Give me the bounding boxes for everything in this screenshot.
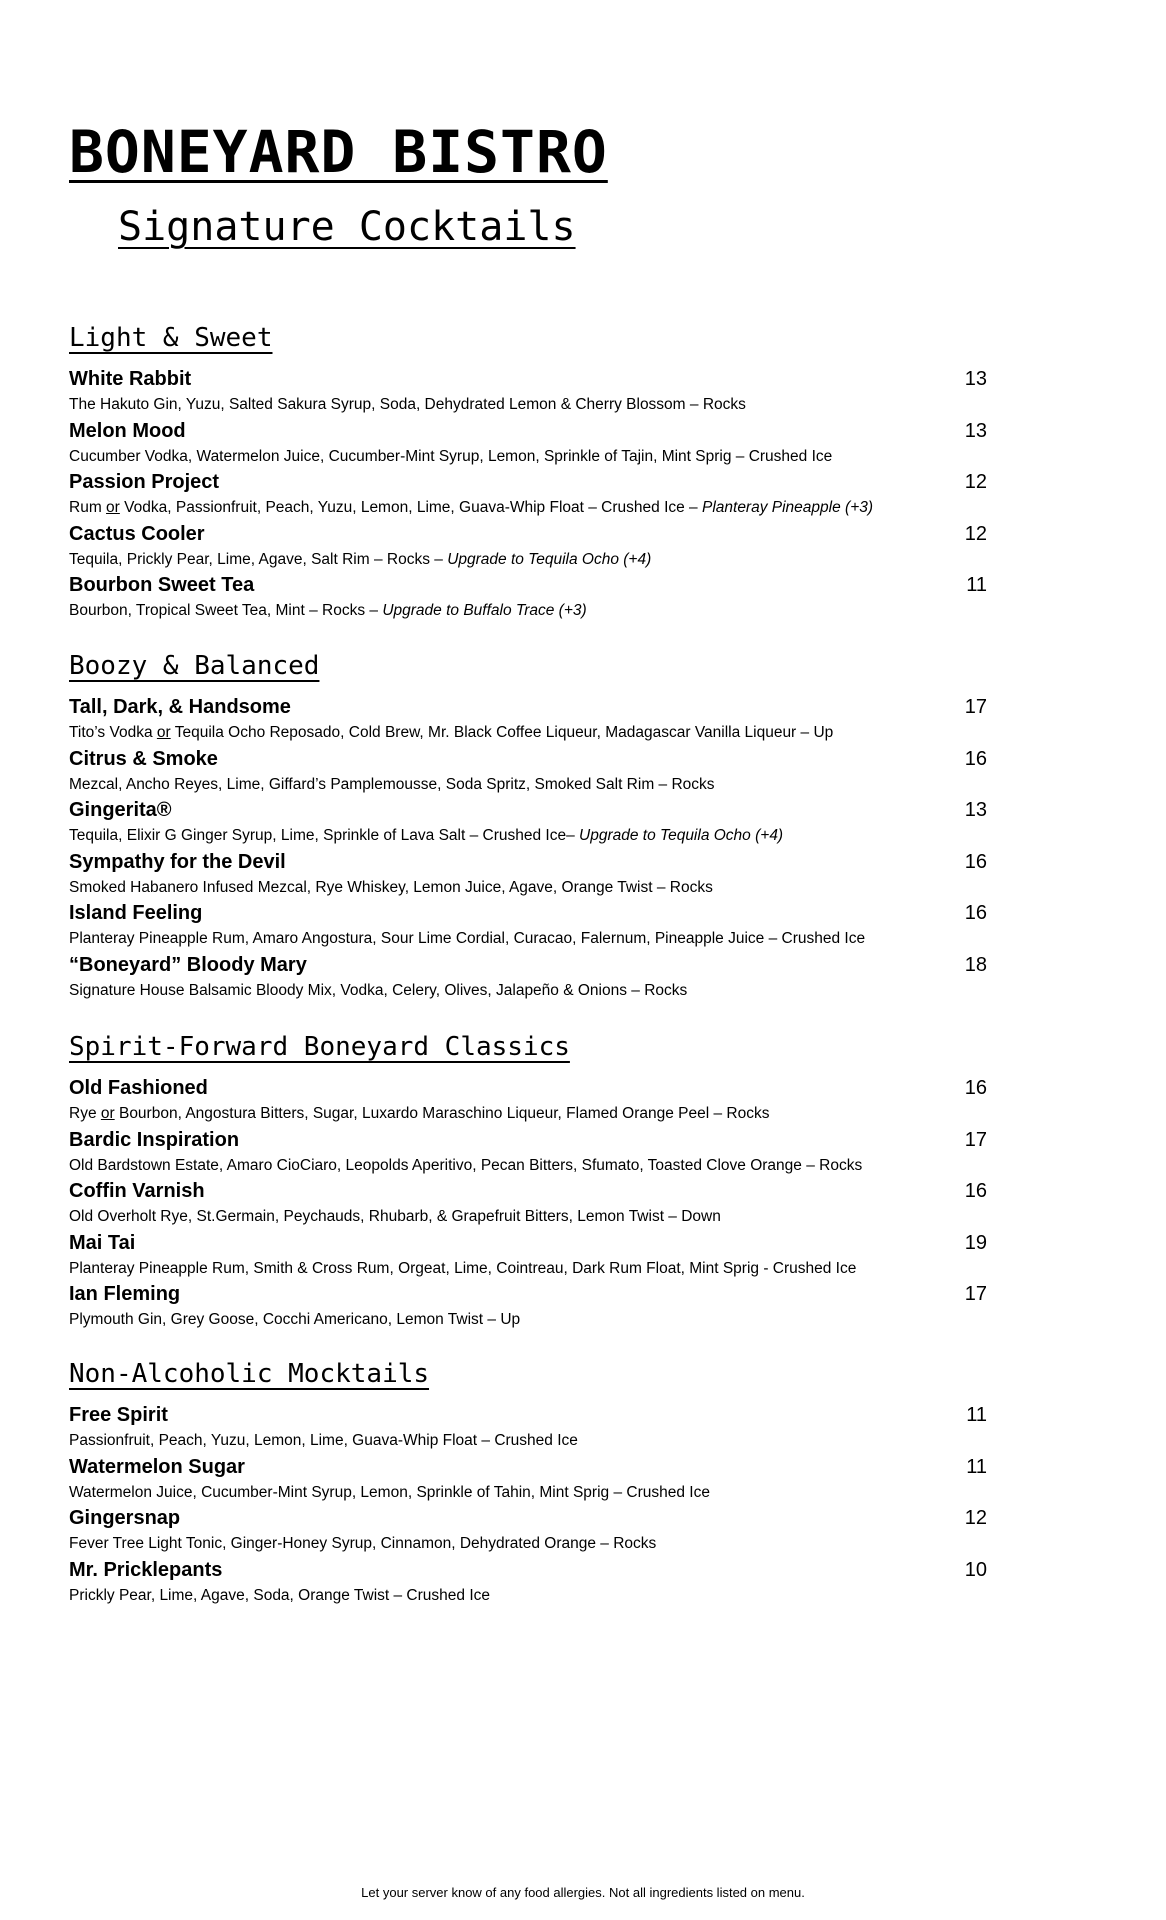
description-segment: Mezcal, Ancho Reyes, Lime, Giffard’s Pamplemousse, Soda Spritz, Smoked Salt Rim – Rocks	[69, 775, 715, 793]
menu-item-price: 13	[964, 799, 987, 821]
description-segment: Cucumber Vodka, Watermelon Juice, Cucumber-Mint Syrup, Lemon, Sprinkle of Tajin, Mint Sprig – Crushed Ice	[69, 447, 833, 465]
menu-item	[69, 952, 999, 1004]
menu-item	[69, 694, 999, 746]
menu-item-row	[69, 849, 999, 876]
menu-item-description	[69, 1257, 999, 1281]
menu-subtitle: Signature Cocktails	[118, 204, 576, 250]
menu-item-row	[69, 1127, 999, 1154]
description-segment: Old Bardstown Estate, Amaro CioCiaro, Leopolds Aperitivo, Pecan Bitters, Sfumato, Toasted Clove Orange – Rocks	[69, 1156, 863, 1174]
section-light-and-sweet	[69, 318, 999, 624]
menu-item	[69, 1075, 999, 1127]
menu-item-name: Passion Project	[69, 471, 220, 493]
description-segment: Smoked Habanero Infused Mezcal, Rye Whiskey, Lemon Juice, Agave, Orange Twist – Rocks	[69, 878, 713, 896]
restaurant-title: BONEYARD BISTRO	[69, 118, 608, 186]
menu-item-name: Coffin Varnish	[69, 1180, 205, 1202]
menu-item-price: 17	[964, 696, 987, 718]
description-segment: Plymouth Gin, Grey Goose, Cocchi Americano, Lemon Twist – Up	[69, 1311, 521, 1328]
menu-item-description	[69, 876, 999, 900]
menu-item-price: 11	[966, 1455, 987, 1478]
menu-item	[69, 1505, 999, 1557]
menu-item-row	[69, 900, 999, 927]
section-heading: Non-Alcoholic Mocktails	[69, 1359, 430, 1389]
menu-item-name: Ian Fleming	[69, 1283, 181, 1305]
menu-item-description	[69, 1154, 999, 1178]
menu-item	[69, 1127, 999, 1179]
menu-item-description	[69, 1102, 999, 1126]
description-segment: Prickly Pear, Lime, Agave, Soda, Orange Twist – Crushed Ice	[69, 1586, 491, 1604]
section-items	[69, 694, 999, 1003]
description-segment: Upgrade to Tequila Ocho (+4)	[579, 827, 784, 844]
menu-item-description	[69, 1429, 999, 1453]
menu-item	[69, 900, 999, 952]
description-segment: Upgrade to Tequila Ocho (+4)	[447, 550, 652, 568]
menu-item-name: “Boneyard” Bloody Mary	[69, 953, 307, 976]
menu-item-row	[69, 797, 999, 824]
menu-item-price: 12	[964, 1507, 987, 1529]
menu-item-name: Gingerita®	[69, 799, 172, 821]
description-segment: Planteray Pineapple Rum, Smith & Cross Rum, Orgeat, Lime, Cointreau, Dark Rum Float, Mint Sprig - Crushed Ice	[69, 1259, 857, 1277]
menu-item	[69, 746, 999, 798]
menu-item	[69, 1454, 999, 1506]
menu-item-description	[69, 1308, 999, 1332]
description-segment: Tequila, Prickly Pear, Lime, Agave, Salt Rim – Rocks –	[69, 550, 448, 568]
description-segment: Rye	[69, 1105, 101, 1122]
menu-item	[69, 366, 999, 418]
description-segment: The Hakuto Gin, Yuzu, Salted Sakura Syrup, Soda, Dehydrated Lemon & Cherry Blossom – Rocks	[69, 396, 746, 413]
description-segment: Rum	[69, 499, 107, 516]
section-spirit-forward-classics	[69, 1027, 999, 1333]
section-boozy-and-balanced	[69, 646, 999, 1003]
menu-item-description	[69, 599, 999, 623]
menu-item-name: Island Feeling	[69, 902, 203, 924]
menu-item-description	[69, 393, 999, 417]
menu-item-row	[69, 1505, 999, 1532]
menu-item	[69, 1178, 999, 1230]
menu-item-description	[69, 1481, 999, 1505]
menu-item	[69, 1230, 999, 1282]
menu-item-row	[69, 746, 999, 773]
menu-item-row	[69, 1281, 999, 1308]
menu-item-name: Sympathy for the Devil	[69, 850, 286, 873]
menu-item-price: 10	[964, 1558, 987, 1581]
section-heading: Light & Sweet	[69, 323, 273, 353]
menu-item-description	[69, 445, 999, 469]
description-segment: Bourbon, Tropical Sweet Tea, Mint – Rocks –	[69, 602, 383, 619]
menu-item-price: 12	[964, 522, 987, 545]
menu-item	[69, 469, 999, 521]
description-segment: Passionfruit, Peach, Yuzu, Lemon, Lime, Guava-Whip Float – Crushed Ice	[69, 1432, 578, 1449]
section-non-alcoholic-mocktails	[69, 1354, 999, 1608]
menu-item-description	[69, 548, 999, 572]
menu-item-description	[69, 927, 999, 951]
menu-item-price: 11	[966, 574, 987, 596]
menu-item-row	[69, 469, 999, 496]
menu-item-row	[69, 572, 999, 599]
menu-item-row	[69, 1557, 999, 1584]
menu-item-row	[69, 1402, 999, 1429]
menu-item-row	[69, 1178, 999, 1205]
menu-item-name: Melon Mood	[69, 419, 186, 442]
menu-item-name: Gingersnap	[69, 1507, 181, 1529]
section-heading: Spirit-Forward Boneyard Classics	[69, 1032, 570, 1062]
menu-item-price: 19	[964, 1231, 987, 1254]
section-items	[69, 366, 999, 624]
menu-item-description	[69, 1205, 999, 1229]
description-segment: or	[100, 1105, 115, 1122]
menu-item	[69, 849, 999, 901]
description-segment: Upgrade to Buffalo Trace (+3)	[382, 602, 587, 619]
menu-item-price: 13	[964, 368, 987, 390]
section-items	[69, 1075, 999, 1333]
menu-item-description	[69, 824, 999, 848]
menu-item	[69, 572, 999, 624]
menu-item-row	[69, 694, 999, 721]
description-segment: Bourbon, Angostura Bitters, Sugar, Luxardo Maraschino Liqueur, Flamed Orange Peel – Rocks	[114, 1105, 770, 1122]
description-segment: or	[156, 724, 171, 741]
menu-item-price: 11	[966, 1404, 987, 1426]
menu-item-description	[69, 1584, 999, 1608]
menu-item	[69, 1281, 999, 1333]
section-items	[69, 1402, 999, 1608]
menu-item-row	[69, 1230, 999, 1257]
menu-item-row	[69, 521, 999, 548]
menu-item-price: 16	[964, 747, 987, 770]
description-segment: Planteray Pineapple (+3)	[701, 499, 874, 516]
description-segment: Planteray Pineapple Rum, Amaro Angostura, Sour Lime Cordial, Curacao, Falernum, Pineapple Juice – Crushed Ice	[69, 930, 866, 947]
description-segment: Tequila Ocho Reposado, Cold Brew, Mr. Black Coffee Liqueur, Madagascar Vanilla Liqueur – Up	[170, 724, 834, 741]
menu-item-row	[69, 1075, 999, 1102]
menu-item-price: 17	[964, 1128, 987, 1151]
menu-item-price: 16	[964, 850, 987, 873]
menu-item-name: Mr. Pricklepants	[69, 1558, 223, 1581]
menu-item-name: Cactus Cooler	[69, 522, 205, 545]
menu-item	[69, 1402, 999, 1454]
menu-item-row	[69, 418, 999, 445]
description-segment: Fever Tree Light Tonic, Ginger-Honey Syrup, Cinnamon, Dehydrated Orange – Rocks	[69, 1535, 657, 1552]
description-segment: Tito’s Vodka	[69, 724, 157, 741]
menu-item-row	[69, 952, 999, 979]
menu-item	[69, 521, 999, 573]
description-segment: Vodka, Passionfruit, Peach, Yuzu, Lemon, Lime, Guava-Whip Float – Crushed Ice –	[119, 499, 702, 516]
menu-item-description	[69, 1532, 999, 1556]
menu-item	[69, 797, 999, 849]
menu-item-description	[69, 496, 999, 520]
menu-item-name: Tall, Dark, & Handsome	[69, 696, 291, 718]
menu-item-price: 16	[964, 1077, 987, 1099]
menu-item-description	[69, 721, 999, 745]
menu-item-name: Mai Tai	[69, 1231, 136, 1254]
menu-item	[69, 1557, 999, 1609]
menu-item-name: Free Spirit	[69, 1404, 168, 1426]
menu-item-name: White Rabbit	[69, 368, 192, 390]
menu-item-row	[69, 366, 999, 393]
menu-item-name: Watermelon Sugar	[69, 1455, 245, 1478]
menu-item-name: Old Fashioned	[69, 1077, 208, 1099]
menu-item-name: Bourbon Sweet Tea	[69, 574, 255, 596]
menu-item-row	[69, 1454, 999, 1481]
menu-item	[69, 418, 999, 470]
menu-item-name: Bardic Inspiration	[69, 1128, 240, 1151]
menu-item-price: 16	[964, 902, 987, 924]
description-segment: or	[106, 499, 120, 516]
description-segment: Watermelon Juice, Cucumber-Mint Syrup, Lemon, Sprinkle of Tahin, Mint Sprig – Crushed Ice	[69, 1483, 710, 1501]
description-segment: Tequila, Elixir G Ginger Syrup, Lime, Sprinkle of Lava Salt – Crushed Ice–	[69, 827, 580, 844]
menu-item-price: 13	[964, 419, 987, 442]
description-segment: Old Overholt Rye, St.Germain, Peychauds, Rhubarb, & Grapefruit Bitters, Lemon Twist – Down	[69, 1208, 721, 1225]
menu-item-price: 18	[964, 953, 987, 976]
menu-item-price: 17	[964, 1283, 987, 1305]
section-heading: Boozy & Balanced	[69, 651, 320, 681]
allergy-note: Let your server know of any food allergies. Not all ingredients listed on menu.	[361, 1885, 805, 1900]
description-segment: Signature House Balsamic Bloody Mix, Vodka, Celery, Olives, Jalapeño & Onions – Rocks	[69, 981, 688, 999]
menu-item-price: 16	[964, 1180, 987, 1202]
menu-item-price: 12	[964, 471, 987, 493]
menu-item-description	[69, 979, 999, 1003]
menu-item-name: Citrus & Smoke	[69, 747, 218, 770]
menu-item-description	[69, 773, 999, 797]
